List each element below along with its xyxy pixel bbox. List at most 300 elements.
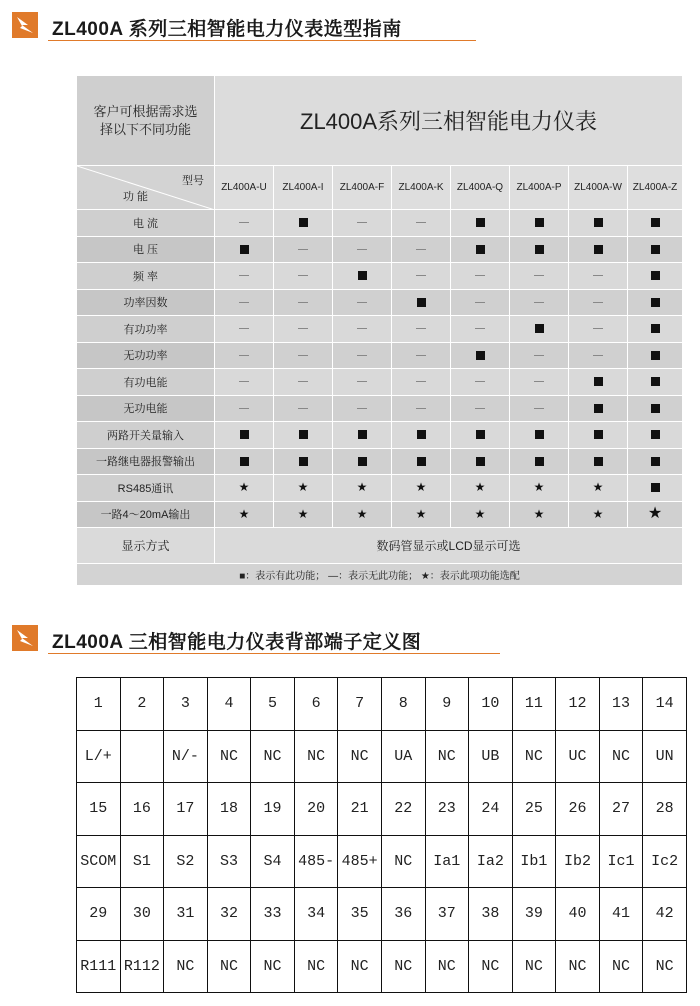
terminal-signal: NC [381, 835, 425, 888]
function-cell [569, 289, 628, 316]
function-cell [215, 316, 274, 343]
table-main-title: ZL400A系列三相智能电力仪表 [215, 76, 683, 166]
function-cell [628, 316, 683, 343]
function-label: RS485通讯 [77, 475, 215, 502]
terminal-signal: NC [294, 940, 338, 993]
terminal-number: 3 [164, 678, 208, 731]
optional-function-star-icon: ★ [647, 505, 663, 523]
function-cell [392, 422, 451, 449]
no-function-mark [416, 275, 426, 276]
terminal-signal: NC [164, 940, 208, 993]
optional-function-star-icon: ★ [297, 506, 309, 521]
model-header: ZL400A-K [392, 166, 451, 210]
optional-function-star-icon: ★ [297, 480, 309, 495]
no-function-mark [593, 355, 603, 356]
function-cell [215, 501, 274, 528]
terminal-number: 8 [381, 678, 425, 731]
function-cell [569, 316, 628, 343]
diagonal-header-cell [77, 166, 215, 210]
function-row [77, 422, 683, 449]
terminal-number: 28 [643, 783, 687, 836]
function-cell [274, 369, 333, 396]
has-function-mark [535, 245, 544, 254]
function-cell [333, 422, 392, 449]
terminal-number: 10 [469, 678, 513, 731]
function-cell [274, 475, 333, 502]
terminal-signal: S1 [120, 835, 164, 888]
function-row [77, 263, 683, 290]
no-function-mark [475, 381, 485, 382]
terminal-signal: NC [338, 940, 382, 993]
has-function-mark [417, 457, 426, 466]
optional-function-star-icon: ★ [533, 506, 545, 521]
has-function-mark [299, 430, 308, 439]
function-cell [510, 210, 569, 237]
terminal-signal: NC [599, 940, 643, 993]
optional-function-star-icon: ★ [238, 506, 250, 521]
terminal-number: 22 [381, 783, 425, 836]
function-cell [510, 395, 569, 422]
terminal-signal: R111 [77, 940, 121, 993]
has-function-mark [358, 430, 367, 439]
has-function-mark [594, 245, 603, 254]
function-cell [569, 422, 628, 449]
function-cell [392, 342, 451, 369]
no-function-mark [239, 328, 249, 329]
optional-function-star-icon: ★ [415, 506, 427, 521]
terminal-signal: Ic2 [643, 835, 687, 888]
has-function-mark [358, 457, 367, 466]
function-row [77, 289, 683, 316]
function-cell [215, 263, 274, 290]
terminal-signal: NC [294, 730, 338, 783]
function-cell [628, 289, 683, 316]
function-cell [451, 289, 510, 316]
function-row [77, 475, 683, 502]
terminal-number: 2 [120, 678, 164, 731]
function-cell [510, 501, 569, 528]
terminal-number: 7 [338, 678, 382, 731]
function-cell [510, 236, 569, 263]
display-mode-label: 显示方式 [77, 528, 215, 564]
terminal-number: 30 [120, 888, 164, 941]
terminal-signal: L/+ [77, 730, 121, 783]
no-function-mark [298, 408, 308, 409]
no-function-mark [239, 302, 249, 303]
function-cell [392, 448, 451, 475]
no-function-mark [298, 302, 308, 303]
function-cell [333, 475, 392, 502]
has-function-mark [476, 245, 485, 254]
function-cell [215, 448, 274, 475]
section-header-terminals [12, 625, 512, 655]
optional-function-star-icon: ★ [356, 480, 368, 495]
has-function-mark [476, 218, 485, 227]
terminal-signal: NC [643, 940, 687, 993]
no-function-mark [357, 381, 367, 382]
has-function-mark [240, 457, 249, 466]
has-function-mark [651, 377, 660, 386]
terminal-number: 23 [425, 783, 469, 836]
function-cell [628, 448, 683, 475]
function-cell [392, 263, 451, 290]
terminal-number: 1 [77, 678, 121, 731]
function-cell [628, 369, 683, 396]
terminal-number: 14 [643, 678, 687, 731]
terminal-number-row [77, 888, 687, 941]
function-row [77, 369, 683, 396]
function-cell [333, 395, 392, 422]
has-function-mark [594, 377, 603, 386]
terminal-number: 42 [643, 888, 687, 941]
has-function-mark [651, 245, 660, 254]
terminal-number: 5 [251, 678, 295, 731]
section-title: ZL400A 系列三相智能电力仪表选型指南 [52, 19, 402, 40]
terminal-signal: NC [599, 730, 643, 783]
no-function-mark [416, 328, 426, 329]
function-cell [215, 210, 274, 237]
function-cell [569, 263, 628, 290]
no-function-mark [239, 275, 249, 276]
function-cell [215, 475, 274, 502]
has-function-mark [651, 218, 660, 227]
function-row [77, 236, 683, 263]
no-function-mark [357, 355, 367, 356]
terminal-signal: S2 [164, 835, 208, 888]
terminal-number: 12 [556, 678, 600, 731]
has-function-mark [651, 271, 660, 280]
model-header: ZL400A-P [510, 166, 569, 210]
function-cell [392, 395, 451, 422]
has-function-mark [476, 351, 485, 360]
section-title: ZL400A 三相智能电力仪表背部端子定义图 [52, 632, 422, 653]
function-cell [510, 369, 569, 396]
has-function-mark [594, 457, 603, 466]
function-row [77, 316, 683, 343]
terminal-signal: NC [251, 730, 295, 783]
has-function-mark [535, 324, 544, 333]
no-function-mark [593, 302, 603, 303]
terminal-number: 31 [164, 888, 208, 941]
terminal-number: 15 [77, 783, 121, 836]
no-function-mark [534, 381, 544, 382]
has-function-mark [651, 324, 660, 333]
function-cell [451, 210, 510, 237]
terminal-number-row [77, 678, 687, 731]
no-function-mark [357, 302, 367, 303]
function-cell [274, 289, 333, 316]
terminal-number-row [77, 783, 687, 836]
has-function-mark [240, 245, 249, 254]
terminal-signal: 485+ [338, 835, 382, 888]
function-cell [392, 289, 451, 316]
terminal-number: 36 [381, 888, 425, 941]
no-function-mark [298, 328, 308, 329]
no-function-mark [239, 381, 249, 382]
optional-function-star-icon: ★ [474, 480, 486, 495]
function-cell [628, 422, 683, 449]
terminal-number: 37 [425, 888, 469, 941]
has-function-mark [240, 430, 249, 439]
function-label: 电 流 [77, 210, 215, 237]
terminal-signal: SCOM [77, 835, 121, 888]
terminal-signal: NC [207, 940, 251, 993]
has-function-mark [594, 430, 603, 439]
arrow-logo-icon [12, 12, 38, 38]
function-cell [215, 422, 274, 449]
model-header: ZL400A-F [333, 166, 392, 210]
optional-function-star-icon: ★ [415, 480, 427, 495]
no-function-mark [534, 408, 544, 409]
no-function-mark [239, 222, 249, 223]
no-function-mark [298, 355, 308, 356]
terminal-number: 33 [251, 888, 295, 941]
model-header: ZL400A-W [569, 166, 628, 210]
terminal-number: 21 [338, 783, 382, 836]
function-cell [274, 210, 333, 237]
function-cell [451, 369, 510, 396]
has-function-mark [651, 298, 660, 307]
title-underline [48, 653, 500, 654]
function-label: 两路开关量输入 [77, 422, 215, 449]
has-function-mark [535, 430, 544, 439]
terminal-number: 35 [338, 888, 382, 941]
terminal-signal: Ia1 [425, 835, 469, 888]
has-function-mark [417, 298, 426, 307]
optional-function-star-icon: ★ [356, 506, 368, 521]
function-cell [451, 342, 510, 369]
terminal-number: 25 [512, 783, 556, 836]
function-cell [628, 236, 683, 263]
function-cell [628, 475, 683, 502]
no-function-mark [475, 302, 485, 303]
terminal-signal: NC [251, 940, 295, 993]
terminal-number: 27 [599, 783, 643, 836]
terminal-number: 20 [294, 783, 338, 836]
function-cell [451, 263, 510, 290]
function-cell [215, 395, 274, 422]
function-cell [628, 501, 683, 528]
function-cell [569, 236, 628, 263]
function-cell [333, 369, 392, 396]
no-function-mark [298, 249, 308, 250]
function-cell [274, 236, 333, 263]
terminal-signal: N/- [164, 730, 208, 783]
no-function-mark [239, 408, 249, 409]
function-cell [451, 395, 510, 422]
function-cell [569, 369, 628, 396]
function-row [77, 501, 683, 528]
terminal-number: 39 [512, 888, 556, 941]
terminal-number: 41 [599, 888, 643, 941]
function-label: 无功功率 [77, 342, 215, 369]
function-cell [215, 289, 274, 316]
terminal-signal: NC [381, 940, 425, 993]
has-function-mark [535, 218, 544, 227]
no-function-mark [357, 408, 367, 409]
terminal-signal: NC [469, 940, 513, 993]
function-cell [628, 395, 683, 422]
function-cell [510, 316, 569, 343]
has-function-mark [299, 457, 308, 466]
function-cell [451, 316, 510, 343]
terminal-number: 26 [556, 783, 600, 836]
function-row [77, 210, 683, 237]
terminal-number: 29 [77, 888, 121, 941]
no-function-mark [416, 408, 426, 409]
function-cell [274, 263, 333, 290]
function-label: 功率因数 [77, 289, 215, 316]
function-cell [569, 342, 628, 369]
function-axis-label: 功 能 [123, 191, 149, 203]
function-label: 一路4～20mA输出 [77, 501, 215, 528]
has-function-mark [476, 430, 485, 439]
function-cell [333, 289, 392, 316]
function-cell [569, 395, 628, 422]
function-label: 电 压 [77, 236, 215, 263]
function-cell [569, 501, 628, 528]
legend: ■：表示有此功能； —：表示无此功能； ★：表示此项功能选配 [77, 564, 683, 586]
terminal-signal: 485- [294, 835, 338, 888]
no-function-mark [357, 222, 367, 223]
has-function-mark [651, 457, 660, 466]
function-cell [274, 448, 333, 475]
terminal-signal: UC [556, 730, 600, 783]
terminal-number: 16 [120, 783, 164, 836]
no-function-mark [593, 328, 603, 329]
terminal-signal: NC [556, 940, 600, 993]
terminal-signal: NC [425, 940, 469, 993]
has-function-mark [651, 483, 660, 492]
header-note-line1: 客户可根据需求选 [93, 103, 198, 119]
terminal-number: 38 [469, 888, 513, 941]
has-function-mark [417, 430, 426, 439]
terminal-signal: NC [207, 730, 251, 783]
no-function-mark [416, 222, 426, 223]
no-function-mark [534, 302, 544, 303]
function-cell [392, 236, 451, 263]
section-header-selection [12, 12, 472, 42]
function-cell [451, 501, 510, 528]
terminal-number: 24 [469, 783, 513, 836]
terminal-signal: NC [338, 730, 382, 783]
function-cell [510, 342, 569, 369]
terminal-definition-table [76, 677, 687, 993]
function-cell [333, 210, 392, 237]
optional-function-star-icon: ★ [238, 480, 250, 495]
header-note [77, 76, 215, 166]
terminal-signal: Ib2 [556, 835, 600, 888]
no-function-mark [357, 249, 367, 250]
terminal-signal: UB [469, 730, 513, 783]
function-cell [392, 316, 451, 343]
function-cell [333, 448, 392, 475]
function-cell [451, 236, 510, 263]
function-label: 有功功率 [77, 316, 215, 343]
no-function-mark [416, 355, 426, 356]
function-cell [510, 422, 569, 449]
no-function-mark [475, 328, 485, 329]
function-label: 无功电能 [77, 395, 215, 422]
header-note-line2: 择以下不同功能 [99, 121, 191, 137]
function-cell [215, 369, 274, 396]
terminal-number: 17 [164, 783, 208, 836]
has-function-mark [535, 457, 544, 466]
function-cell [392, 501, 451, 528]
has-function-mark [299, 218, 308, 227]
function-label: 频 率 [77, 263, 215, 290]
function-cell [333, 342, 392, 369]
terminal-signal: R112 [120, 940, 164, 993]
terminal-signal: S3 [207, 835, 251, 888]
function-cell [451, 475, 510, 502]
terminal-signal: Ib1 [512, 835, 556, 888]
has-function-mark [594, 218, 603, 227]
title-underline [48, 40, 476, 41]
function-cell [215, 236, 274, 263]
no-function-mark [298, 275, 308, 276]
no-function-mark [416, 381, 426, 382]
no-function-mark [534, 355, 544, 356]
terminal-number: 19 [251, 783, 295, 836]
function-cell [451, 422, 510, 449]
has-function-mark [594, 404, 603, 413]
function-cell [569, 210, 628, 237]
terminal-number: 6 [294, 678, 338, 731]
model-header: ZL400A-U [215, 166, 274, 210]
optional-function-star-icon: ★ [592, 480, 604, 495]
has-function-mark [651, 404, 660, 413]
function-cell [451, 448, 510, 475]
function-cell [569, 448, 628, 475]
function-cell [569, 475, 628, 502]
terminal-signal: S4 [251, 835, 295, 888]
function-row [77, 448, 683, 475]
model-header: ZL400A-Z [628, 166, 683, 210]
function-cell [333, 236, 392, 263]
function-cell [274, 316, 333, 343]
function-row [77, 342, 683, 369]
terminal-number: 32 [207, 888, 251, 941]
has-function-mark [651, 430, 660, 439]
model-axis-label: 型号 [182, 175, 204, 187]
display-mode-value: 数码管显示或LCD显示可选 [215, 528, 683, 564]
terminal-number: 9 [425, 678, 469, 731]
no-function-mark [534, 275, 544, 276]
function-cell [333, 316, 392, 343]
model-header: ZL400A-Q [451, 166, 510, 210]
has-function-mark [651, 351, 660, 360]
function-cell [510, 448, 569, 475]
function-cell [392, 369, 451, 396]
function-cell [628, 210, 683, 237]
selection-table [76, 75, 683, 586]
function-cell [274, 395, 333, 422]
terminal-signal-row [77, 940, 687, 993]
terminal-signal [120, 730, 164, 783]
function-cell [628, 263, 683, 290]
terminal-signal: NC [512, 730, 556, 783]
has-function-mark [358, 271, 367, 280]
terminal-number: 13 [599, 678, 643, 731]
function-cell [333, 263, 392, 290]
function-cell [392, 475, 451, 502]
function-label: 一路继电器报警输出 [77, 448, 215, 475]
no-function-mark [416, 249, 426, 250]
terminal-number: 4 [207, 678, 251, 731]
terminal-signal: NC [425, 730, 469, 783]
no-function-mark [239, 355, 249, 356]
